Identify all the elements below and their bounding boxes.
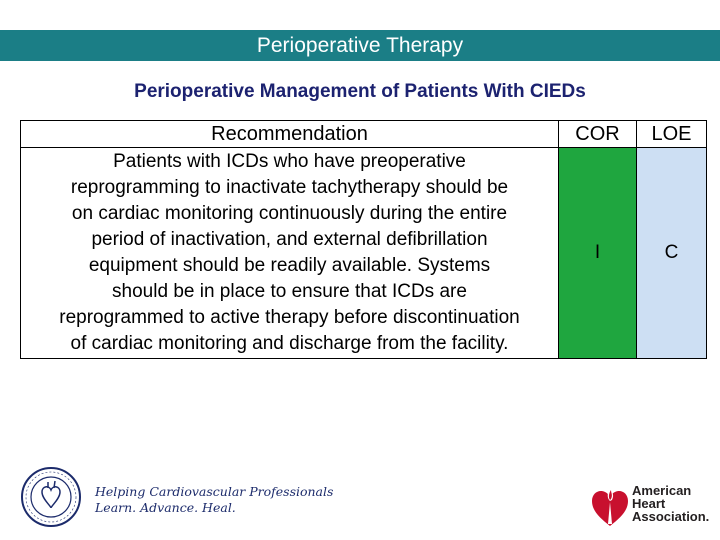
- aha-heart-torch-icon: [590, 484, 630, 528]
- acc-tagline: [95, 484, 333, 516]
- loe-value: C: [637, 148, 707, 359]
- cor-value: I: [559, 148, 637, 359]
- header-loe: LOE: [637, 121, 707, 148]
- aha-name-line: American: [632, 483, 692, 498]
- recommendation-line: period of inactivation, and external defibrillation: [91, 229, 488, 250]
- aha-name-line: Heart: [632, 496, 666, 511]
- recommendation-line: on cardiac monitoring continuously during the entire: [71, 203, 508, 224]
- header-cor: COR: [559, 121, 637, 148]
- recommendation-line: of cardiac monitoring and discharge from the facility.: [70, 333, 509, 354]
- recommendation-table: [20, 120, 707, 359]
- recommendation-line: reprogrammed to active therapy before discontinuation: [59, 307, 520, 328]
- acc-seal-logo: [20, 466, 82, 528]
- slide-title: Perioperative Therapy: [0, 30, 720, 61]
- acc-tagline-line: Learn. Advance. Heal.: [95, 500, 236, 515]
- aha-name: [632, 484, 709, 523]
- table-row: [21, 148, 707, 359]
- recommendation-line: reprogramming to inactivate tachytherapy should be: [70, 177, 509, 198]
- acc-tagline-line: Helping Cardiovascular Professionals: [95, 484, 334, 499]
- aha-name-line: Association.: [632, 509, 710, 524]
- recommendation-line: equipment should be readily available. Systems: [88, 255, 491, 276]
- table-header-row: [21, 121, 707, 148]
- slide-subtitle: Perioperative Management of Patients With CIEDs: [134, 81, 586, 102]
- recommendation-line: Patients with ICDs who have preoperative: [113, 151, 466, 172]
- recommendation-text: [21, 148, 559, 359]
- recommendation-line: should be in place to ensure that ICDs are: [112, 281, 467, 302]
- header-recommendation: Recommendation: [21, 121, 559, 148]
